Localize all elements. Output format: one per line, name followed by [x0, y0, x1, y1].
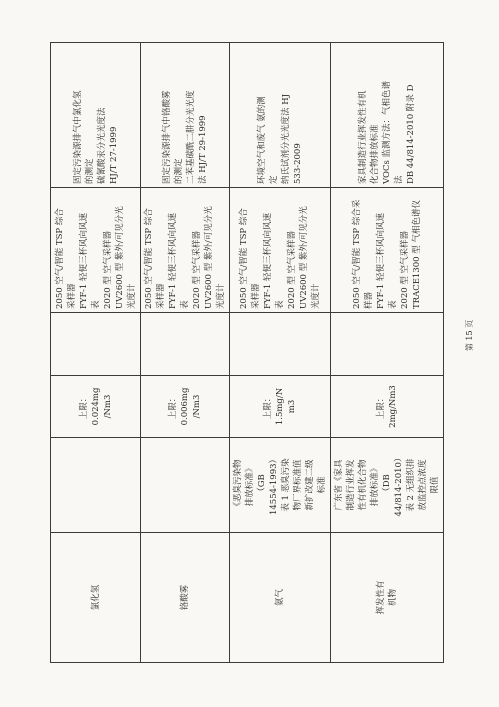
standard-cell — [51, 438, 141, 533]
table-row — [230, 43, 331, 663]
standard-cell: 《恶臭污染物 排放标准》 （GB 14554-1993） 表 1 恶臭污染 物厂界标准值 新扩改建二级 标准 — [230, 438, 331, 533]
standard-cell — [141, 438, 230, 533]
standard-cell: 广东省《家具 制造行业挥发 性有机化合物 排放标准》 （DB 44/814-2010） 表 2 无组织排 放监控点浓度 限值 — [331, 438, 444, 533]
limit-cell: 上限： 0.006mg /Nm3 — [141, 376, 230, 438]
limit-cell: 上限： 2mg/Nm3 — [331, 376, 444, 438]
table-row — [51, 43, 141, 663]
table-row — [141, 43, 230, 663]
equipment-cell: 2050 空气/智能 TSP 综合 采样器 FYF-1 轻便三杯风向风速 表 2020 型 空气采样器 UV2600 型 紫外/可见分光 光度计 — [51, 188, 141, 313]
limit-cell: 上限： 0.024mg /Nm3 — [51, 376, 141, 438]
monitoring-table — [50, 42, 444, 663]
pollutant-cell: 氨气 — [230, 533, 331, 663]
method-cell: 环境空气和废气 氨的测 定 纳氏试剂分光光度法 HJ 533-2009 — [230, 43, 331, 188]
equipment-cell: 2050 空气/智能 TSP 综合 采样器 FYF-1 轻便三杯风向风速 表 2020 型 空气采样器 UV2600 型 紫外/可见分光 光度计 — [141, 188, 230, 313]
method-cell: 家具制造行业挥发性有机 化合物排放标准 VOCs 监测方法：气相色谱 法 DB 44/814-2010 附录 D — [331, 43, 444, 188]
blank-cell — [331, 313, 444, 376]
blank-cell — [141, 313, 230, 376]
blank-cell — [51, 313, 141, 376]
blank-cell — [230, 313, 331, 376]
method-cell: 固定污染源排气中铬酸雾 的测定 二苯基碳酰二肼分光光度 法 HJ/T 29-1999 — [141, 43, 230, 188]
pollutant-cell: 氯化氢 — [51, 533, 141, 663]
table-row — [331, 43, 444, 663]
rotated-table-frame — [50, 43, 440, 663]
pollutant-cell: 铬酸雾 — [141, 533, 230, 663]
equipment-cell: 2050 空气/智能 TSP 综合采 样器 FYF-1 轻便三杯风向风速 表 2020 型 空气采样器 TRACE1300 型 气相色谱仪 — [331, 188, 444, 313]
page-number: 第 15 页 — [465, 319, 475, 352]
method-cell: 固定污染源排气中氯化氢 的测定 硫氰酸汞分光光度法 HJ/T 27-1999 — [51, 43, 141, 188]
equipment-cell: 2050 空气/智能 TSP 综合 采样器 FYF-1 轻便三杯风向风速 表 2020 型 空气采样器 UV2600 型 紫外/可见分光 光度计 — [230, 188, 331, 313]
pollutant-cell: 挥发性有 机物 — [331, 533, 444, 663]
limit-cell: 上限： 1.5mg/N m3 — [230, 376, 331, 438]
